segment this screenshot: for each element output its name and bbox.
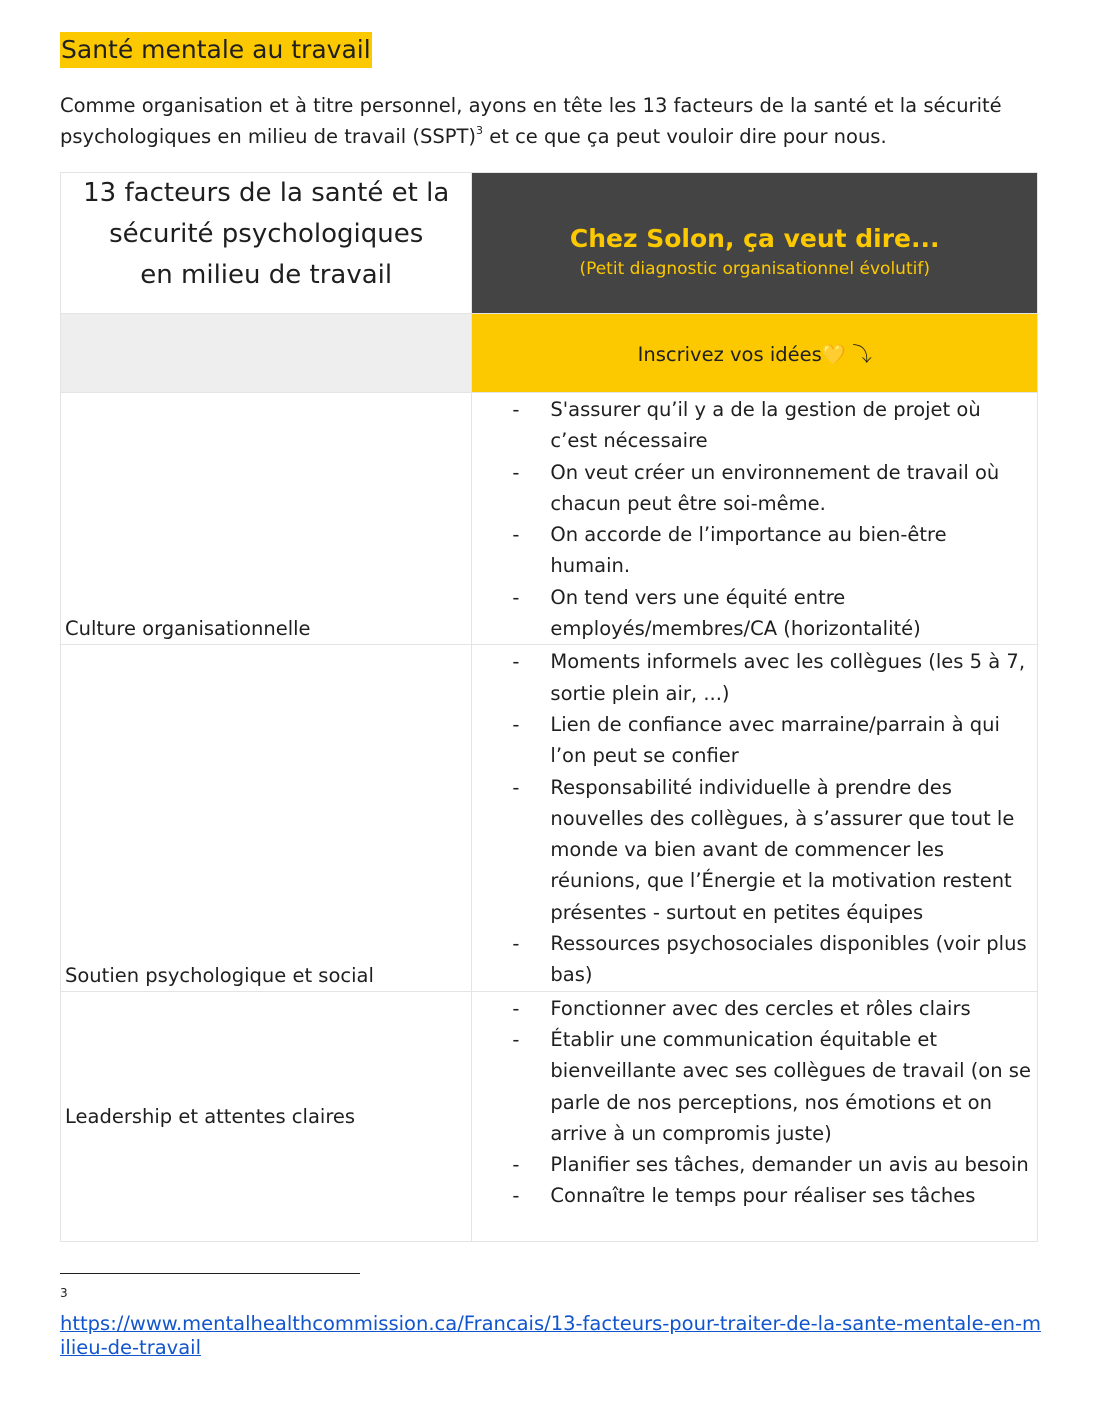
table-row: [61, 991, 1038, 1241]
factor-name: Soutien psychologique et social: [61, 645, 472, 991]
footnote-link[interactable]: https://www.mentalhealthcommission.ca/Francais/13-facteurs-pour-traiter-de-la-sante-mentale-en-milieu-de-travail: [60, 1312, 1042, 1359]
footnote-divider: [60, 1273, 360, 1274]
ideas-cell[interactable]: [472, 393, 1038, 645]
header-right-subtitle: (Petit diagnostic organisationnel évolutif): [579, 259, 930, 279]
header-left-line: en milieu de travail: [140, 260, 393, 290]
list-item: - Planifier ses tâches, demander un avis au besoin: [512, 1153, 1029, 1177]
list-item: - Responsabilité individuelle à prendre des nouvelles des collègues, à s’assurer que tout le monde va bien avant de commencer les réunions, que l’Énergie et la motivation restent présentes - surtout en petites équipes: [512, 775, 1015, 924]
factors-table: [60, 172, 1038, 1242]
footnote-reference[interactable]: 3: [476, 124, 484, 137]
list-item: - Moments informels avec les collègues (les 5 à 7, sortie plein air, ...): [512, 650, 1026, 705]
ideas-cell[interactable]: [472, 991, 1038, 1241]
list-item: - Ressources psychosociales disponibles (voir plus bas): [512, 932, 1027, 987]
intro-paragraph: [60, 90, 1045, 152]
factor-name: Culture organisationnelle: [61, 393, 472, 645]
header-right-title: Chez Solon, ça veut dire...: [569, 224, 940, 253]
header-left-line: sécurité psychologiques: [109, 219, 424, 249]
page-title: Santé mentale au travail: [60, 32, 372, 68]
list-item: - S'assurer qu’il y a de la gestion de projet où c’est nécessaire: [512, 398, 981, 453]
header-left-line: 13 facteurs de la santé et la: [83, 178, 450, 208]
footnote-number: 3: [60, 1286, 68, 1300]
table-row: [61, 645, 1038, 991]
prompt-cell: Inscrivez vos idées💛 ⤵: [472, 314, 1038, 393]
list-item: - Fonctionner avec des cercles et rôles clairs: [512, 996, 971, 1020]
factor-name: Leadership et attentes claires: [61, 991, 472, 1241]
intro-text: Comme organisation et à titre personnel, ayons en tête les 13 facteurs de la santé et la sécurité psychologiques en milieu de travail (SSPT): [60, 94, 1002, 148]
header-factors-cell: [61, 173, 472, 314]
list-item: - Établir une communication équitable et bienveillante avec ses collègues de travail (on se parle de nos perceptions, nos émotions et on arrive à un compromis juste): [512, 1027, 1031, 1145]
intro-text-end: et ce que ça peut vouloir dire pour nous.: [483, 125, 887, 148]
list-item: - Lien de confiance avec marraine/parrain à qui l’on peut se confier: [512, 712, 1000, 768]
list-item: - On accorde de l’importance au bien-être humain.: [512, 523, 947, 578]
header-row: [61, 173, 1038, 314]
header-solon-cell: [472, 173, 1038, 314]
table-row: [61, 393, 1038, 645]
list-item: - Connaître le temps pour réaliser ses tâches: [512, 1184, 976, 1208]
prompt-left-cell: [61, 314, 472, 393]
ideas-cell[interactable]: [472, 645, 1038, 991]
list-item: - On veut créer un environnement de travail où chacun peut être soi-même.: [512, 460, 1000, 515]
list-item: - On tend vers une équité entre employés/membres/CA (horizontalité): [512, 585, 921, 641]
prompt-row: [61, 314, 1038, 393]
